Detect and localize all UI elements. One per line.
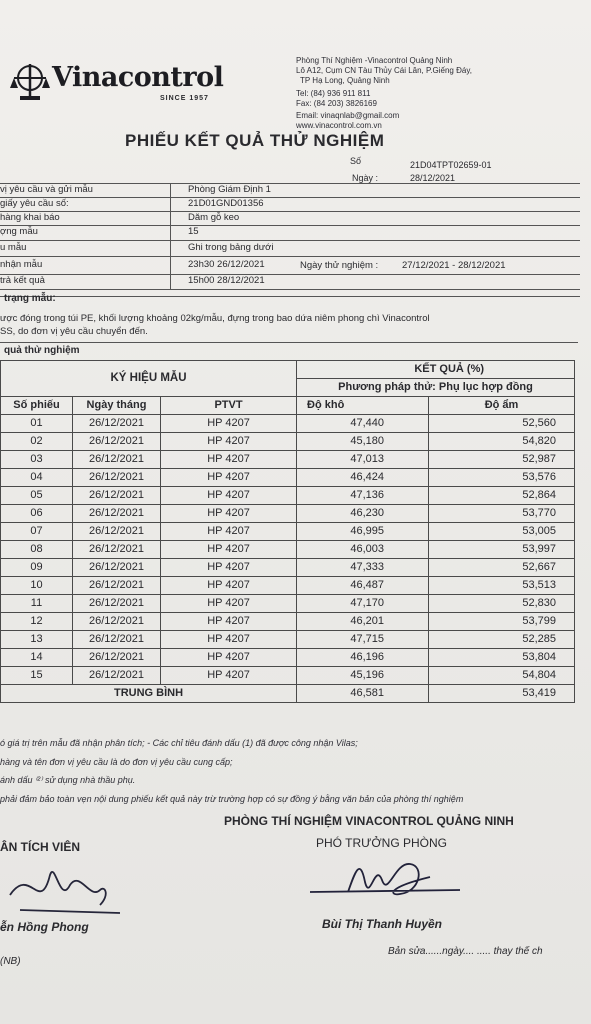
table-row: [1, 613, 575, 631]
ngay-value: 28/12/2021: [410, 173, 456, 183]
dry-value: 46,201: [297, 613, 429, 631]
sample-no: 07: [1, 523, 73, 541]
info-row: [0, 183, 591, 197]
moisture-value: 53,005: [429, 523, 575, 541]
info-label: ợng mẫu: [0, 226, 38, 237]
deputy-title: PHÓ TRƯỞNG PHÒNG: [316, 836, 447, 850]
sample-date: 26/12/2021: [73, 505, 161, 523]
sample-date: 26/12/2021: [73, 559, 161, 577]
table-row: [1, 541, 575, 559]
deputy-signature: [300, 852, 470, 912]
info-row: [0, 274, 591, 288]
sample-no: 14: [1, 649, 73, 667]
note-line: ó giá trị trên mẫu đã nhận phân tích; - Các chỉ tiêu đánh dấu (1) đã được công nhận Vilas;: [0, 738, 358, 748]
results-label: quả thử nghiệm: [4, 345, 80, 356]
moisture-value: 53,513: [429, 577, 575, 595]
address-line: Tel: (84) 936 911 811: [296, 89, 371, 98]
brand-since: SINCE 1957: [160, 95, 209, 102]
dry-value: 47,333: [297, 559, 429, 577]
vessel: HP 4207: [161, 451, 297, 469]
average-dry: 46,581: [297, 685, 429, 703]
sample-no: 02: [1, 433, 73, 451]
average-label: TRUNG BÌNH: [1, 685, 297, 703]
kyhieu-header: KÝ HIỆU MẪU: [1, 361, 297, 397]
info-value: 21D01GND01356: [188, 198, 264, 209]
col-header: Độ ẩm: [429, 397, 575, 415]
so-label: Số: [350, 156, 362, 166]
info-label: vị yêu cầu và gửi mẫu: [0, 184, 93, 195]
sample-state-text: ược đóng trong túi PE, khối lượng khoảng 02kg/mẫu, đựng trong bao dứa niêm phong chì Vinacontrol: [0, 313, 430, 324]
vessel: HP 4207: [161, 559, 297, 577]
vinacontrol-logo: [10, 60, 224, 110]
document-title: PHIẾU KẾT QUẢ THỬ NGHIỆM: [125, 131, 385, 150]
sample-state-label: trạng mẫu:: [4, 293, 56, 304]
info-value: Phòng Giám Định 1: [188, 184, 271, 195]
table-row: [1, 523, 575, 541]
vessel: HP 4207: [161, 631, 297, 649]
sample-date: 26/12/2021: [73, 415, 161, 433]
brand-name: Vinacontrol: [52, 62, 224, 93]
table-row: [1, 505, 575, 523]
dry-value: 45,196: [297, 667, 429, 685]
dry-value: 46,487: [297, 577, 429, 595]
sample-no: 01: [1, 415, 73, 433]
table-row: [1, 577, 575, 595]
dry-value: 46,995: [297, 523, 429, 541]
moisture-value: 52,667: [429, 559, 575, 577]
moisture-value: 53,770: [429, 505, 575, 523]
dry-value: 47,440: [297, 415, 429, 433]
col-header: Số phiếu: [1, 397, 73, 415]
info-row: [0, 225, 591, 239]
sample-date: 26/12/2021: [73, 667, 161, 685]
moisture-value: 53,576: [429, 469, 575, 487]
dry-value: 47,013: [297, 451, 429, 469]
sample-state-text: SS, do đơn vị yêu cầu chuyển đến.: [0, 326, 148, 337]
ketqua-header: KẾT QUẢ (%): [297, 361, 575, 379]
col-header: Ngày tháng: [73, 397, 161, 415]
dry-value: 45,180: [297, 433, 429, 451]
sample-date: 26/12/2021: [73, 451, 161, 469]
moisture-value: 52,560: [429, 415, 575, 433]
info-label: giấy yêu cầu số:: [0, 198, 69, 209]
dry-value: 46,196: [297, 649, 429, 667]
dry-value: 47,715: [297, 631, 429, 649]
test-date-value: 27/12/2021 - 28/12/2021: [402, 260, 506, 271]
vessel: HP 4207: [161, 577, 297, 595]
dry-value: 46,230: [297, 505, 429, 523]
dry-value: 46,424: [297, 469, 429, 487]
vessel: HP 4207: [161, 505, 297, 523]
info-value: 23h30 26/12/2021: [188, 259, 265, 270]
address-line: TP Hạ Long, Quảng Ninh: [300, 76, 390, 85]
table-row: [1, 415, 575, 433]
sample-no: 15: [1, 667, 73, 685]
sample-no: 03: [1, 451, 73, 469]
nb-code: (NB): [0, 956, 21, 967]
vessel: HP 4207: [161, 415, 297, 433]
method-header: Phương pháp thử: Phụ lục hợp đồng: [297, 379, 575, 397]
table-row: [1, 433, 575, 451]
info-label: hàng khai báo: [0, 212, 60, 223]
address-line: Lô A12, Cụm CN Tàu Thủy Cái Lân, P.Giếng Đáy,: [296, 66, 472, 75]
moisture-value: 52,830: [429, 595, 575, 613]
sample-date: 26/12/2021: [73, 469, 161, 487]
note-line: hàng và tên đơn vị yêu cầu là do đơn vị yêu cầu cung cấp;: [0, 757, 233, 767]
table-row: [1, 559, 575, 577]
sample-no: 09: [1, 559, 73, 577]
dry-value: 46,003: [297, 541, 429, 559]
vessel: HP 4207: [161, 541, 297, 559]
vessel: HP 4207: [161, 595, 297, 613]
sample-no: 05: [1, 487, 73, 505]
vessel: HP 4207: [161, 667, 297, 685]
sample-no: 12: [1, 613, 73, 631]
info-label: trả kết quả: [0, 275, 45, 286]
address-line: www.vinacontrol.com.vn: [296, 121, 382, 130]
vessel: HP 4207: [161, 523, 297, 541]
analyst-name: ễn Hồng Phong: [0, 920, 89, 934]
table-row: [1, 595, 575, 613]
vessel: HP 4207: [161, 487, 297, 505]
sample-date: 26/12/2021: [73, 649, 161, 667]
vessel: HP 4207: [161, 613, 297, 631]
analyst-signature: [0, 855, 130, 925]
moisture-value: 52,285: [429, 631, 575, 649]
column-header-row: [1, 397, 575, 415]
table-row: [1, 667, 575, 685]
dry-value: 47,136: [297, 487, 429, 505]
moisture-value: 53,997: [429, 541, 575, 559]
table-row: [1, 631, 575, 649]
info-label: nhận mẫu: [0, 259, 43, 270]
moisture-value: 52,987: [429, 451, 575, 469]
sample-date: 26/12/2021: [73, 523, 161, 541]
info-row: [0, 197, 591, 211]
address-line: Email: vinaqnlab@gmail.com: [296, 111, 400, 120]
table-row: [1, 649, 575, 667]
note-line: phải đảm bảo toàn vẹn nội dung phiếu kết quả này trừ trường hợp có sự đồng ý bằng văn bản của phòng thí nghiệm: [0, 794, 464, 804]
so-value: 21D04TPT02659-01: [410, 160, 492, 170]
moisture-value: 53,804: [429, 649, 575, 667]
address-line: Phòng Thí Nghiệm -Vinacontrol Quảng Ninh: [296, 56, 453, 65]
sample-no: 10: [1, 577, 73, 595]
average-wet: 53,419: [429, 685, 575, 703]
sample-no: 11: [1, 595, 73, 613]
info-row: [0, 241, 591, 255]
sample-date: 26/12/2021: [73, 541, 161, 559]
info-value: 15h00 28/12/2021: [188, 275, 265, 286]
table-row: [1, 469, 575, 487]
moisture-value: 54,804: [429, 667, 575, 685]
table-row: [1, 487, 575, 505]
note-line: ánh dấu ⁽²⁾ sử dụng nhà thầu phụ.: [0, 775, 136, 785]
sample-date: 26/12/2021: [73, 613, 161, 631]
vessel: HP 4207: [161, 469, 297, 487]
results-table: [0, 360, 575, 703]
info-value: 15: [188, 226, 199, 237]
info-row: [0, 211, 591, 225]
sample-no: 08: [1, 541, 73, 559]
sample-no: 13: [1, 631, 73, 649]
ngay-label: Ngày :: [352, 173, 379, 183]
vessel: HP 4207: [161, 433, 297, 451]
scale-logo-icon: [10, 62, 50, 102]
sample-no: 04: [1, 469, 73, 487]
analyst-title: ÂN TÍCH VIÊN: [0, 840, 81, 854]
deputy-name: Bùi Thị Thanh Huyền: [322, 917, 442, 931]
sample-date: 26/12/2021: [73, 577, 161, 595]
info-value: Dăm gỗ keo: [188, 212, 240, 223]
sample-date: 26/12/2021: [73, 487, 161, 505]
sample-no: 06: [1, 505, 73, 523]
dry-value: 47,170: [297, 595, 429, 613]
table-row: [1, 451, 575, 469]
average-row: [1, 685, 575, 703]
sample-date: 26/12/2021: [73, 631, 161, 649]
address-line: Fax: (84 203) 3826169: [296, 99, 377, 108]
sample-date: 26/12/2021: [73, 433, 161, 451]
info-value: Ghi trong bảng dưới: [188, 242, 274, 253]
test-date-label: Ngày thử nghiệm :: [300, 260, 379, 271]
revision-note: Bản sửa......ngày.... ..... thay thế ch: [388, 946, 543, 957]
moisture-value: 53,799: [429, 613, 575, 631]
sample-date: 26/12/2021: [73, 595, 161, 613]
moisture-value: 52,864: [429, 487, 575, 505]
col-header: PTVT: [161, 397, 297, 415]
lab-name: PHÒNG THÍ NGHIỆM VINACONTROL QUẢNG NINH: [224, 814, 514, 828]
info-label: u mẫu: [0, 242, 27, 253]
vessel: HP 4207: [161, 649, 297, 667]
moisture-value: 54,820: [429, 433, 575, 451]
info-row: [0, 258, 591, 272]
col-header: Độ khô: [297, 397, 429, 415]
